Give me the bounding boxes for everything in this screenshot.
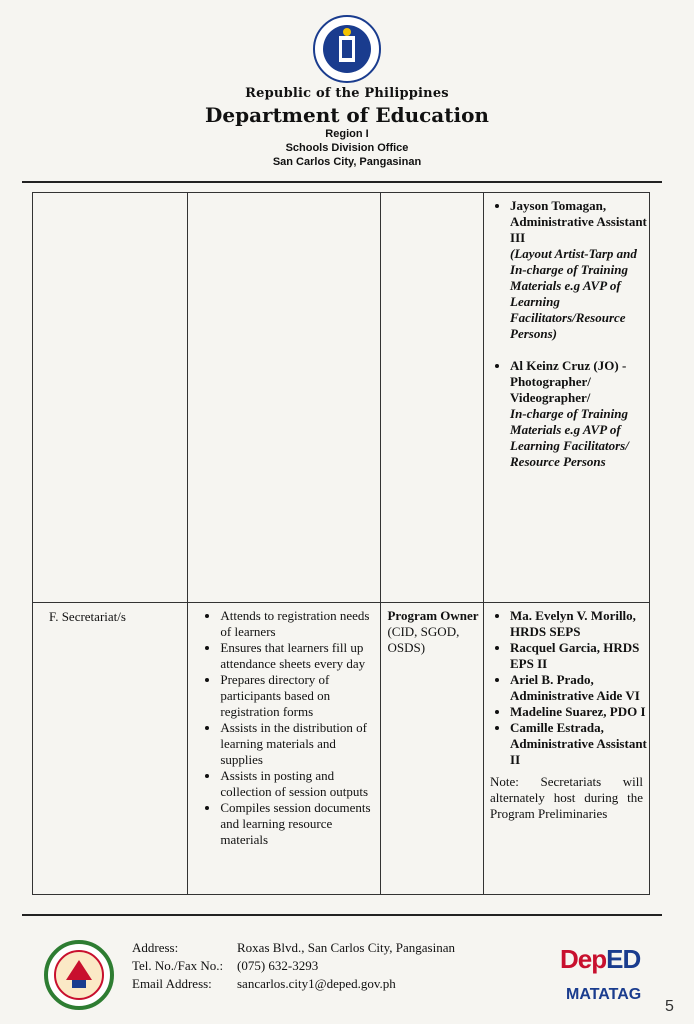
deped-logo-dep: Dep bbox=[560, 944, 607, 974]
deped-logo bbox=[560, 944, 640, 975]
footer bbox=[0, 930, 694, 1024]
cell-tasks bbox=[188, 603, 381, 895]
department-title: Department of Education bbox=[205, 103, 489, 127]
email-label: Email Address: bbox=[132, 976, 212, 991]
member-item: • Racquel Garcia, HRDS EPS II bbox=[510, 640, 649, 672]
person-role: (Layout Artist-Tarp and In-charge of Training Materials e.g AVP of Learning Facilitators/Resource Persons) bbox=[510, 246, 637, 341]
member-item: • Madeline Suarez, PDO I bbox=[510, 704, 649, 720]
city-line: San Carlos City, Pangasinan bbox=[272, 156, 422, 168]
task-item: • Ensures that learners fill up attendance sheets every day bbox=[220, 640, 380, 672]
committee-table bbox=[32, 192, 650, 895]
secretariat-note: Note: Secretariats will alternately host during the Program Preliminaries bbox=[490, 774, 643, 821]
region-line: Region I bbox=[325, 128, 369, 140]
letterhead bbox=[0, 86, 694, 169]
member-item: • Ma. Evelyn V. Morillo, HRDS SEPS bbox=[510, 608, 649, 640]
header-divider bbox=[22, 181, 662, 183]
office-line: Schools Division Office bbox=[285, 142, 409, 154]
republic-title: Republic of the Philippines bbox=[245, 86, 449, 101]
tel-value: (075) 632-3293 bbox=[237, 958, 319, 973]
footer-divider bbox=[22, 914, 662, 916]
cell-owner bbox=[381, 603, 484, 895]
address-value: Roxas Blvd., San Carlos City, Pangasinan bbox=[237, 940, 455, 955]
table-row bbox=[33, 193, 650, 603]
matatag-logo: MATATAG bbox=[566, 986, 642, 1003]
task-item: • Assists in the distribution of learning materials and supplies bbox=[220, 720, 380, 768]
task-item: • Attends to registration needs of learners bbox=[220, 608, 380, 640]
tel-label: Tel. No./Fax No.: bbox=[132, 958, 224, 973]
list-item bbox=[510, 198, 649, 342]
email-value: sancarlos.city1@deped.gov.ph bbox=[237, 976, 396, 991]
person-role: In-charge of Training Materials e.g AVP of Learning Facilitators/ Resource Persons bbox=[510, 406, 629, 469]
member-item: • Camille Estrada, Administrative Assistant II bbox=[510, 720, 649, 768]
cell-owner-empty bbox=[381, 193, 484, 603]
cell-committee bbox=[33, 603, 188, 895]
table-row bbox=[33, 603, 650, 895]
cell-committee-empty bbox=[33, 193, 188, 603]
person-name: Al Keinz Cruz (JO) - Photographer/ Videographer/ bbox=[510, 358, 627, 405]
division-logo-icon bbox=[44, 940, 114, 1010]
owner-label: Program Owner bbox=[387, 608, 479, 623]
committee-name: F. Secretariat/s bbox=[49, 609, 126, 624]
task-item: • Assists in posting and collection of session outputs bbox=[220, 768, 380, 800]
cell-tasks-empty bbox=[188, 193, 381, 603]
deped-logo-ed: ED bbox=[606, 944, 641, 974]
owner-units: (CID, SGOD, OSDS) bbox=[387, 624, 460, 655]
deped-seal-icon bbox=[312, 14, 382, 84]
cell-persons bbox=[484, 193, 650, 603]
task-item: • Prepares directory of participants based on registration forms bbox=[220, 672, 380, 720]
list-item bbox=[510, 358, 649, 470]
cell-members bbox=[484, 603, 650, 895]
person-name: Jayson Tomagan, Administrative Assistant III bbox=[510, 198, 647, 245]
task-item: • Compiles session documents and learning resource materials bbox=[220, 800, 380, 848]
member-item: • Ariel B. Prado, Administrative Aide VI bbox=[510, 672, 649, 704]
address-label: Address: bbox=[132, 940, 179, 955]
page-number: 5 bbox=[665, 998, 674, 1015]
